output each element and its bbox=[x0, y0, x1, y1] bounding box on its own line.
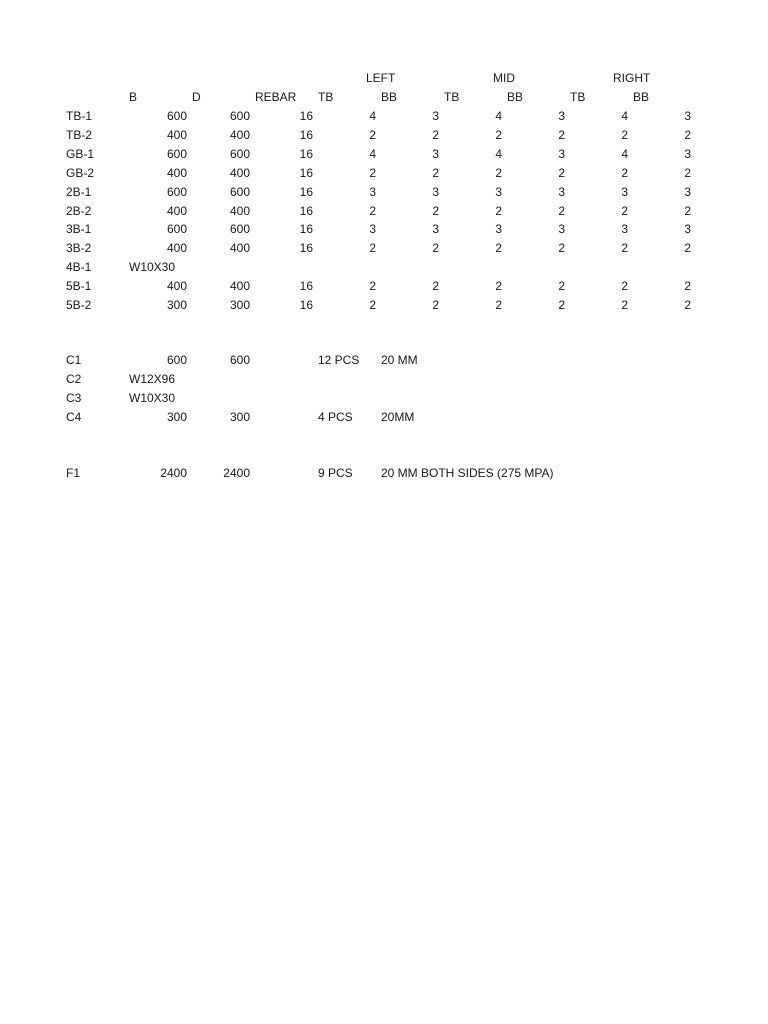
beam-row bbox=[0, 107, 768, 126]
beam-row bbox=[0, 126, 768, 145]
beam-label: 4B-1 bbox=[66, 260, 92, 274]
beam-label: 2B-2 bbox=[66, 204, 92, 218]
beam-rebar: 16 bbox=[299, 147, 313, 161]
beam-mid-tb: 4 bbox=[495, 109, 502, 123]
beam-mid-tb: 3 bbox=[495, 222, 502, 236]
column-row bbox=[0, 408, 768, 427]
beam-mid-bb: 2 bbox=[558, 128, 565, 142]
beam-b: 300 bbox=[166, 298, 187, 312]
beam-left-bb: 2 bbox=[432, 128, 439, 142]
header-mid-tb: TB bbox=[444, 90, 460, 104]
beam-left-tb: 2 bbox=[369, 298, 376, 312]
beam-left-tb: 3 bbox=[369, 222, 376, 236]
column-row bbox=[0, 389, 768, 408]
beam-b: 600 bbox=[166, 147, 187, 161]
beam-right-bb: 3 bbox=[684, 222, 691, 236]
beam-mid-tb: 2 bbox=[495, 128, 502, 142]
beam-rebar: 16 bbox=[299, 128, 313, 142]
beam-mid-tb: 2 bbox=[495, 204, 502, 218]
beam-left-tb: 2 bbox=[369, 241, 376, 255]
beam-row bbox=[0, 258, 768, 277]
beam-right-bb: 3 bbox=[684, 147, 691, 161]
beam-left-bb: 3 bbox=[432, 222, 439, 236]
beam-right-bb: 2 bbox=[684, 204, 691, 218]
beam-b: 600 bbox=[166, 109, 187, 123]
beam-row bbox=[0, 183, 768, 202]
beam-row bbox=[0, 145, 768, 164]
column-label: C2 bbox=[66, 372, 82, 386]
beam-b: 400 bbox=[166, 204, 187, 218]
beam-label: 2B-1 bbox=[66, 185, 92, 199]
beam-left-tb: 2 bbox=[369, 166, 376, 180]
beam-right-tb: 2 bbox=[621, 241, 628, 255]
beam-label: 3B-1 bbox=[66, 222, 92, 236]
beam-mid-tb: 2 bbox=[495, 298, 502, 312]
beam-right-tb: 3 bbox=[621, 185, 628, 199]
beam-rebar: 16 bbox=[299, 279, 313, 293]
beam-d: 400 bbox=[229, 204, 250, 218]
beam-left-tb: 3 bbox=[369, 185, 376, 199]
footing-row bbox=[0, 464, 768, 483]
beam-label: TB-2 bbox=[66, 128, 93, 142]
beam-right-bb: 2 bbox=[684, 279, 691, 293]
header-left-bb: BB bbox=[381, 90, 398, 104]
beam-rebar: 16 bbox=[299, 185, 313, 199]
column-spec: 20MM bbox=[381, 410, 415, 424]
beam-rebar: 16 bbox=[299, 298, 313, 312]
header-right-tb: TB bbox=[570, 90, 586, 104]
beam-right-tb: 4 bbox=[621, 147, 628, 161]
beam-left-tb: 2 bbox=[369, 279, 376, 293]
beam-left-tb: 4 bbox=[369, 109, 376, 123]
beam-b: 600 bbox=[166, 185, 187, 199]
beam-mid-bb: 2 bbox=[558, 204, 565, 218]
beam-b: 400 bbox=[166, 241, 187, 255]
beam-left-bb: 2 bbox=[432, 279, 439, 293]
beam-right-bb: 3 bbox=[684, 185, 691, 199]
beam-b: 600 bbox=[166, 222, 187, 236]
column-row bbox=[0, 351, 768, 370]
beam-mid-bb: 2 bbox=[558, 279, 565, 293]
beam-right-tb: 4 bbox=[621, 109, 628, 123]
header-d: D bbox=[192, 90, 201, 104]
beam-right-tb: 2 bbox=[621, 128, 628, 142]
beam-right-bb: 2 bbox=[684, 298, 691, 312]
beam-left-bb: 2 bbox=[432, 241, 439, 255]
beam-left-bb: 2 bbox=[432, 298, 439, 312]
beam-rebar: 16 bbox=[299, 109, 313, 123]
beam-b: 400 bbox=[166, 128, 187, 142]
beam-rebar: 16 bbox=[299, 166, 313, 180]
beam-rebar: 16 bbox=[299, 241, 313, 255]
column-label: C1 bbox=[66, 353, 82, 367]
footing-d: 2400 bbox=[223, 466, 250, 480]
column-section: W10X30 bbox=[129, 391, 176, 405]
beam-mid-bb: 3 bbox=[558, 147, 565, 161]
header-right-bb: BB bbox=[633, 90, 650, 104]
beam-left-bb: 3 bbox=[432, 185, 439, 199]
header-left-tb: TB bbox=[318, 90, 334, 104]
beam-mid-tb: 3 bbox=[495, 185, 502, 199]
column-pcs: 4 PCS bbox=[318, 410, 353, 424]
beam-mid-tb: 2 bbox=[495, 279, 502, 293]
column-d: 600 bbox=[229, 353, 250, 367]
header-right-group: RIGHT bbox=[613, 71, 651, 85]
beam-label: GB-2 bbox=[66, 166, 95, 180]
beam-row bbox=[0, 296, 768, 315]
beam-left-bb: 3 bbox=[432, 109, 439, 123]
column-label: C3 bbox=[66, 391, 82, 405]
beam-right-tb: 3 bbox=[621, 222, 628, 236]
beam-mid-bb: 2 bbox=[558, 166, 565, 180]
beam-b: 400 bbox=[166, 166, 187, 180]
footing-pcs: 9 PCS bbox=[318, 466, 353, 480]
beam-d: 400 bbox=[229, 128, 250, 142]
beam-left-tb: 2 bbox=[369, 128, 376, 142]
beam-d: 400 bbox=[229, 279, 250, 293]
beam-row bbox=[0, 277, 768, 296]
header-rebar: REBAR bbox=[255, 90, 297, 104]
beam-right-tb: 2 bbox=[621, 298, 628, 312]
beam-mid-bb: 3 bbox=[558, 109, 565, 123]
header-group-row bbox=[0, 69, 768, 88]
column-pcs: 12 PCS bbox=[318, 353, 360, 367]
beam-left-bb: 2 bbox=[432, 204, 439, 218]
beam-d: 400 bbox=[229, 241, 250, 255]
footing-spec: 20 MM BOTH SIDES (275 MPA) bbox=[381, 466, 554, 480]
beam-d: 400 bbox=[229, 166, 250, 180]
beam-right-bb: 2 bbox=[684, 128, 691, 142]
beam-mid-bb: 3 bbox=[558, 222, 565, 236]
beam-row bbox=[0, 202, 768, 221]
footing-label: F1 bbox=[66, 466, 81, 480]
beam-right-bb: 2 bbox=[684, 166, 691, 180]
beam-row bbox=[0, 220, 768, 239]
beam-left-bb: 2 bbox=[432, 166, 439, 180]
header-left-group: LEFT bbox=[366, 71, 396, 85]
column-b: 600 bbox=[166, 353, 187, 367]
beam-row bbox=[0, 164, 768, 183]
beam-right-bb: 3 bbox=[684, 109, 691, 123]
beam-row bbox=[0, 239, 768, 258]
header-mid-group: MID bbox=[493, 71, 515, 85]
beam-right-tb: 2 bbox=[621, 204, 628, 218]
beam-left-bb: 3 bbox=[432, 147, 439, 161]
column-d: 300 bbox=[229, 410, 250, 424]
beam-mid-bb: 3 bbox=[558, 185, 565, 199]
beam-b: 400 bbox=[166, 279, 187, 293]
beam-section: W10X30 bbox=[129, 260, 176, 274]
beam-mid-bb: 2 bbox=[558, 241, 565, 255]
column-section: W12X96 bbox=[129, 372, 176, 386]
column-label: C4 bbox=[66, 410, 82, 424]
beam-d: 300 bbox=[229, 298, 250, 312]
beam-mid-tb: 4 bbox=[495, 147, 502, 161]
beam-right-tb: 2 bbox=[621, 166, 628, 180]
beam-label: GB-1 bbox=[66, 147, 95, 161]
beam-rebar: 16 bbox=[299, 204, 313, 218]
footing-b: 2400 bbox=[160, 466, 187, 480]
header-b: B bbox=[129, 90, 138, 104]
header-mid-bb: BB bbox=[507, 90, 524, 104]
beam-label: 5B-1 bbox=[66, 279, 92, 293]
beam-left-tb: 4 bbox=[369, 147, 376, 161]
column-spec: 20 MM bbox=[381, 353, 418, 367]
beam-rebar: 16 bbox=[299, 222, 313, 236]
beam-label: 5B-2 bbox=[66, 298, 92, 312]
beam-left-tb: 2 bbox=[369, 204, 376, 218]
beam-d: 600 bbox=[229, 147, 250, 161]
beam-right-tb: 2 bbox=[621, 279, 628, 293]
beam-right-bb: 2 bbox=[684, 241, 691, 255]
column-row bbox=[0, 370, 768, 389]
beam-d: 600 bbox=[229, 109, 250, 123]
header-column-row bbox=[0, 88, 768, 107]
beam-label: 3B-2 bbox=[66, 241, 92, 255]
beam-mid-tb: 2 bbox=[495, 166, 502, 180]
beam-mid-bb: 2 bbox=[558, 298, 565, 312]
beam-d: 600 bbox=[229, 185, 250, 199]
column-b: 300 bbox=[166, 410, 187, 424]
beam-label: TB-1 bbox=[66, 109, 93, 123]
beam-d: 600 bbox=[229, 222, 250, 236]
beam-mid-tb: 2 bbox=[495, 241, 502, 255]
